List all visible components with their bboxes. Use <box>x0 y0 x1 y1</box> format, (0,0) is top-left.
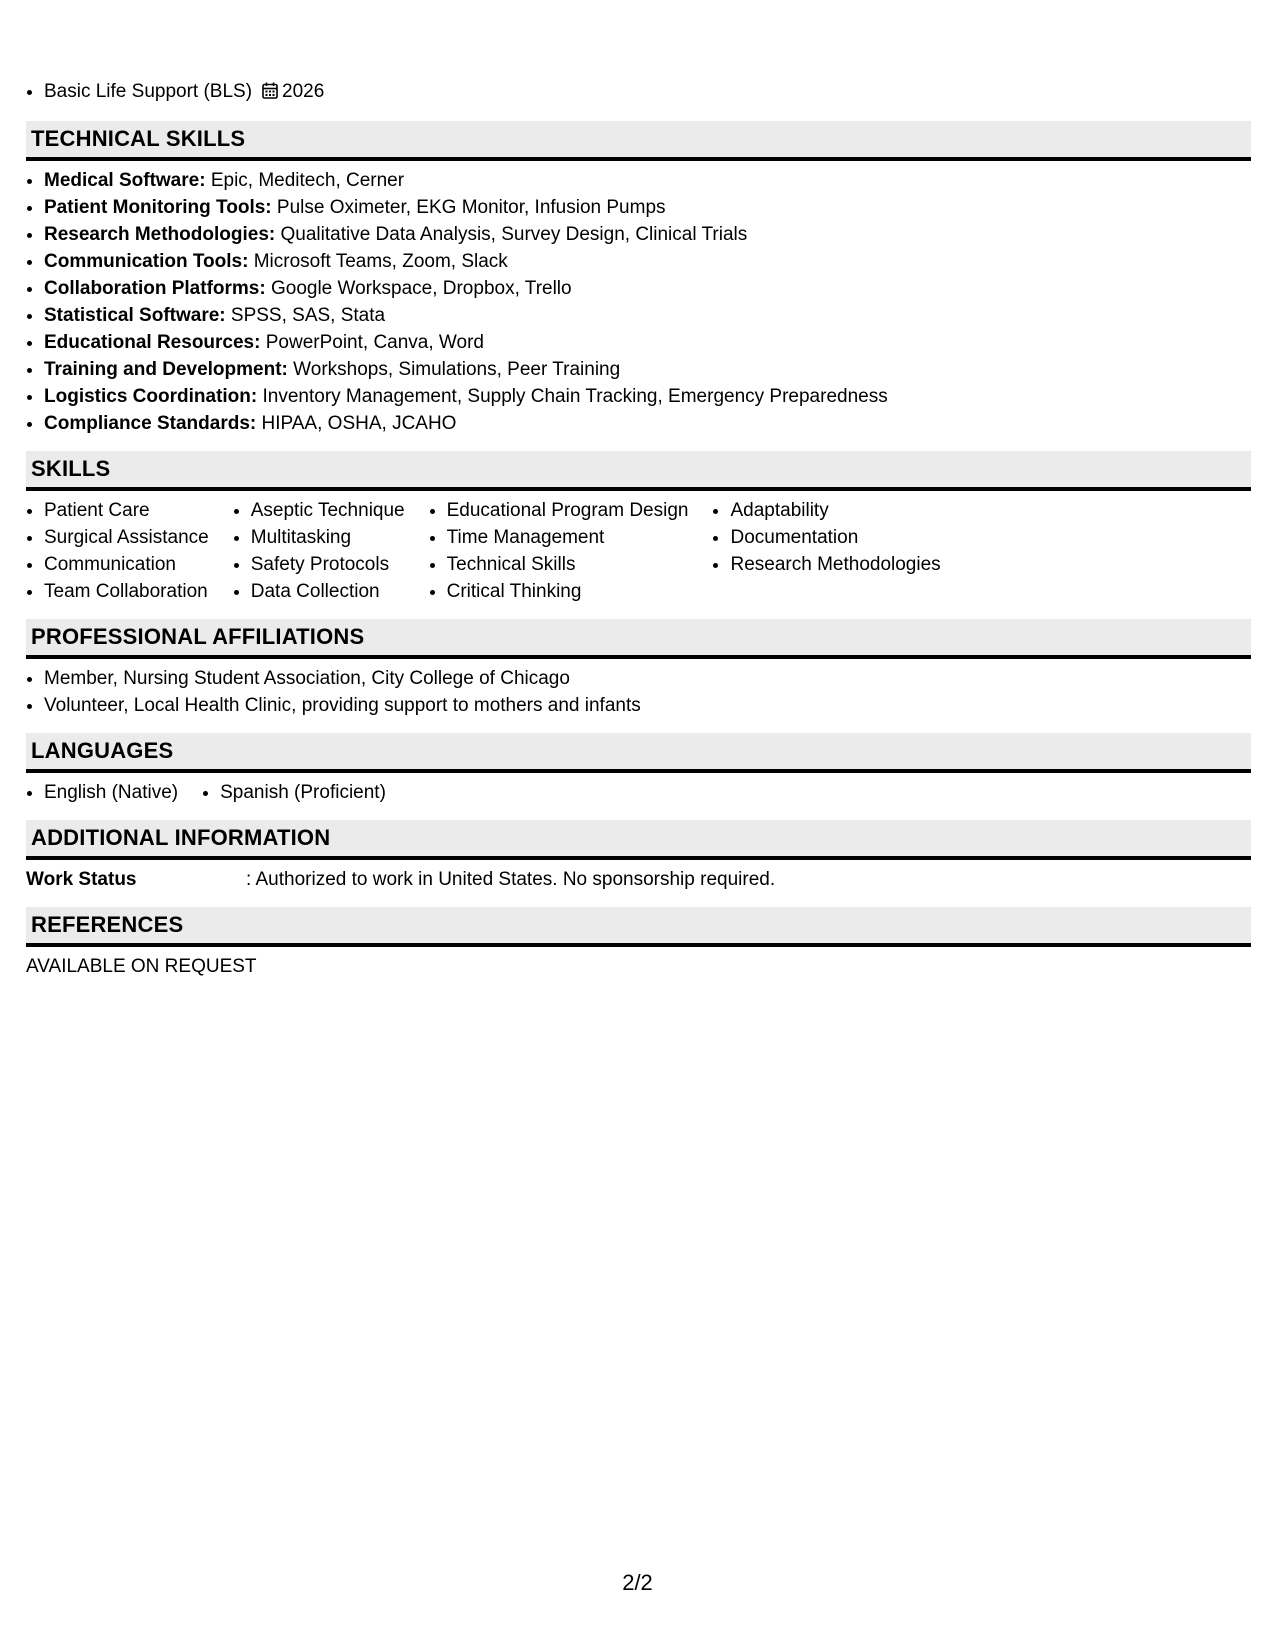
list-item: • Aseptic Technique <box>251 497 405 524</box>
list-item: • Adaptability <box>730 497 940 524</box>
page-number: 2/2 <box>622 1570 653 1595</box>
skill-category: Communication Tools: <box>44 251 249 272</box>
list-item: • Surgical Assistance <box>44 524 209 551</box>
skill-values: Inventory Management, Supply Chain Tracking, Emergency Preparedness <box>262 386 888 407</box>
list-item: • Volunteer, Local Health Clinic, providing support to mothers and infants <box>44 692 1251 719</box>
references-text: AVAILABLE ON REQUEST <box>26 956 257 977</box>
section-title: ADDITIONAL INFORMATION <box>31 825 331 850</box>
section-title: LANGUAGES <box>31 738 174 763</box>
section-title: PROFESSIONAL AFFILIATIONS <box>31 624 365 649</box>
skill-values: PowerPoint, Canva, Word <box>265 332 484 353</box>
references-section <box>26 907 1251 980</box>
info-row <box>26 866 1251 893</box>
section-title: SKILLS <box>31 456 111 481</box>
list-item <box>44 275 1251 302</box>
skills-section <box>26 451 1251 605</box>
certification-year: 2026 <box>282 81 325 102</box>
section-header <box>26 619 1251 659</box>
list-item: • Member, Nursing Student Association, City College of Chicago <box>44 665 1251 692</box>
section-header <box>26 907 1251 947</box>
skill-category: Logistics Coordination: <box>44 386 258 407</box>
section-header <box>26 820 1251 860</box>
list-item: • Time Management <box>447 524 689 551</box>
skill-category: Medical Software: <box>44 170 206 191</box>
calendar-icon <box>262 80 278 107</box>
list-item <box>44 329 1251 356</box>
section-title: REFERENCES <box>31 912 184 937</box>
skill-values: Pulse Oximeter, EKG Monitor, Infusion Pumps <box>276 197 666 218</box>
list-item: • Research Methodologies <box>730 551 940 578</box>
list-item <box>44 194 1251 221</box>
technical-skills-list <box>26 167 1251 437</box>
list-item: • Data Collection <box>251 578 405 605</box>
certification-name: Basic Life Support (BLS) <box>44 81 253 102</box>
skill-values: Epic, Meditech, Cerner <box>210 170 405 191</box>
list-item <box>44 221 1251 248</box>
resume-page <box>26 78 1251 980</box>
affiliations-section <box>26 619 1251 719</box>
list-item: • English (Native) <box>44 779 178 806</box>
certifications-list <box>26 78 1251 107</box>
section-header <box>26 451 1251 491</box>
languages-section <box>26 733 1251 806</box>
list-item <box>44 248 1251 275</box>
technical-skills-section <box>26 121 1251 437</box>
skills-column <box>26 497 209 605</box>
skill-values: HIPAA, OSHA, JCAHO <box>261 413 457 434</box>
list-item: • Patient Care <box>44 497 209 524</box>
list-item: • Spanish (Proficient) <box>220 779 386 806</box>
list-item: • Multitasking <box>251 524 405 551</box>
list-item: • Technical Skills <box>447 551 689 578</box>
skill-category: Training and Development: <box>44 359 288 380</box>
certification-item <box>44 78 1251 107</box>
skill-values: Qualitative Data Analysis, Survey Design, Clinical Trials <box>280 224 748 245</box>
list-item: • Team Collaboration <box>44 578 209 605</box>
list-item <box>44 302 1251 329</box>
skills-grid <box>26 497 1251 605</box>
skill-category: Educational Resources: <box>44 332 261 353</box>
additional-info-section <box>26 820 1251 893</box>
language-column <box>26 779 178 806</box>
skill-values: Microsoft Teams, Zoom, Slack <box>253 251 508 272</box>
section-header <box>26 733 1251 773</box>
list-item: • Safety Protocols <box>251 551 405 578</box>
skill-category: Research Methodologies: <box>44 224 276 245</box>
skill-category: Statistical Software: <box>44 305 226 326</box>
list-item: • Documentation <box>730 524 940 551</box>
list-item: • Educational Program Design <box>447 497 689 524</box>
section-header <box>26 121 1251 161</box>
skill-values: Google Workspace, Dropbox, Trello <box>270 278 572 299</box>
skills-column <box>429 497 689 605</box>
skill-category: Patient Monitoring Tools: <box>44 197 272 218</box>
skills-column <box>233 497 405 605</box>
list-item: • Communication <box>44 551 209 578</box>
list-item <box>44 410 1251 437</box>
skills-column <box>712 497 940 605</box>
languages-list <box>26 779 1251 806</box>
affiliations-list <box>26 665 1251 719</box>
list-item <box>44 383 1251 410</box>
list-item <box>44 167 1251 194</box>
list-item <box>44 356 1251 383</box>
skill-category: Compliance Standards: <box>44 413 257 434</box>
list-item: • Critical Thinking <box>447 578 689 605</box>
language-column <box>202 779 386 806</box>
info-value: : Authorized to work in United States. No sponsorship required. <box>246 869 776 890</box>
info-label: Work Status <box>26 869 137 890</box>
skill-values: Workshops, Simulations, Peer Training <box>293 359 621 380</box>
skill-category: Collaboration Platforms: <box>44 278 266 299</box>
section-title: TECHNICAL SKILLS <box>31 126 246 151</box>
skill-values: SPSS, SAS, Stata <box>230 305 386 326</box>
